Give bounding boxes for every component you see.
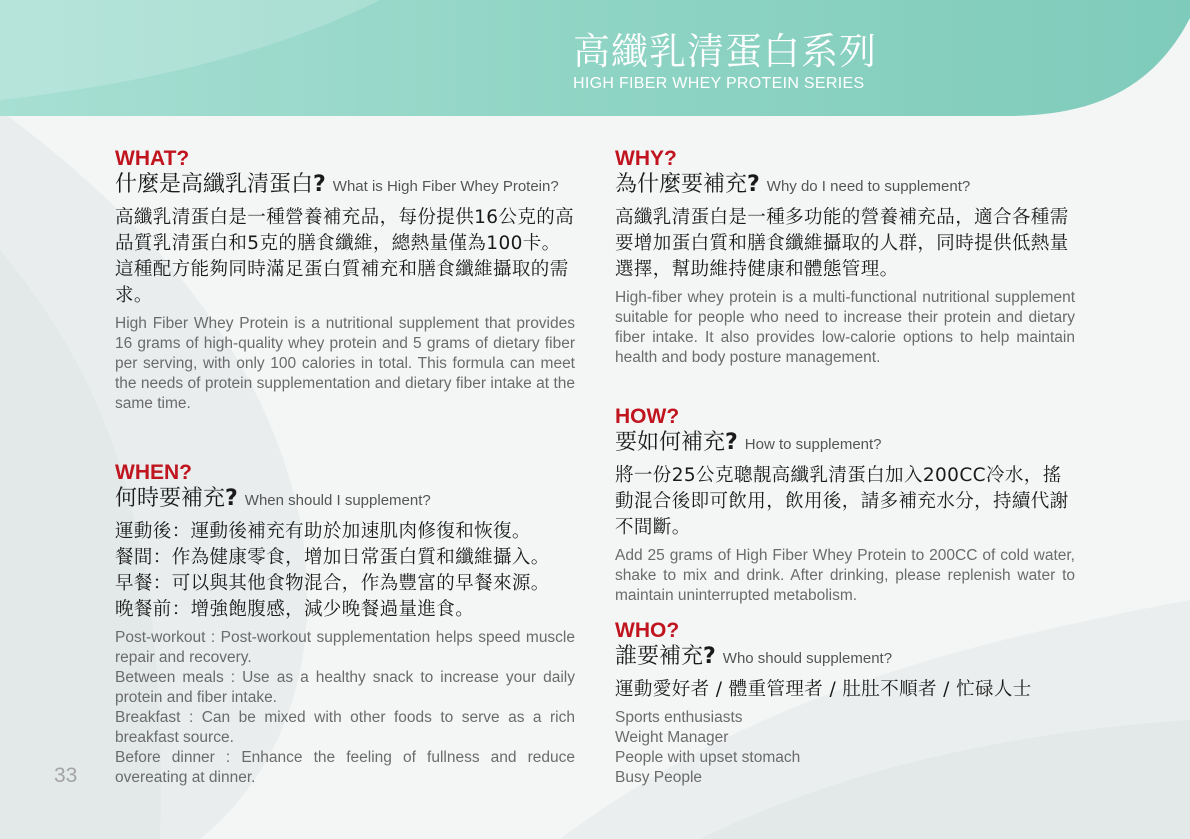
why-label: WHY? — [615, 147, 677, 170]
when-zh-line: 早餐：可以與其他食物混合，作為豐富的早餐來源。 — [115, 573, 550, 594]
what-question-mark: ? — [313, 172, 326, 197]
when-en-line: Breakfast : Can be mixed with other foods to serve as a rich breakfast source. — [115, 709, 575, 746]
why-question — [615, 171, 1075, 201]
who-question-mark: ? — [703, 644, 716, 669]
who-section — [615, 618, 1075, 788]
who-en-line: Busy People — [615, 769, 703, 786]
who-en-line: Weight Manager — [615, 729, 729, 746]
who-question-zh: 誰要補充 — [615, 644, 704, 669]
when-zh-line: 運動後：運動後補充有助於加速肌肉修復和恢復。 — [115, 521, 531, 542]
who-en-line: People with upset stomach — [615, 749, 801, 766]
who-question-en: Who should supplement? — [722, 650, 893, 667]
why-body-en: High-fiber whey protein is a multi-functional nutritional supplement suitable for people who need to increase their protein and dietary fiber intake. It also provides low-calorie options to help maintain health and body posture management. — [615, 289, 1075, 366]
who-en-line: Sports enthusiasts — [615, 709, 743, 726]
page-subtitle: HIGH FIBER WHEY PROTEIN SERIES — [573, 75, 865, 92]
what-section — [115, 146, 575, 414]
what-question-en: What is High Fiber Whey Protein? — [332, 178, 559, 195]
when-en-line: Between meals : Use as a healthy snack to increase your daily protein and fiber intake. — [115, 669, 575, 706]
how-body-en: Add 25 grams of High Fiber Whey Protein to 200CC of cold water, shake to mix and drink. After drinking, please replenish water to maintain uninterrupted metabolism. — [615, 547, 1075, 604]
how-body-zh: 將一份25公克聰靚高纖乳清蛋白加入200CC冷水，搖動混合後即可飲用，飲用後，請多補充水分，持續代謝不間斷。 — [615, 465, 1069, 538]
when-section — [115, 460, 575, 788]
how-section — [615, 404, 1075, 606]
what-question — [115, 171, 575, 201]
when-zh-line: 晚餐前：增強飽腹感，減少晚餐過量進食。 — [115, 599, 475, 620]
when-question-en: When should I supplement? — [244, 492, 431, 509]
how-label: HOW? — [615, 405, 680, 428]
when-question — [115, 485, 575, 515]
when-en-line: Before dinner : Enhance the feeling of fullness and reduce overeating at dinner. — [115, 749, 575, 786]
what-label: WHAT? — [115, 147, 190, 170]
how-question-en: How to supplement? — [744, 436, 882, 453]
why-section — [615, 146, 1075, 368]
page-number: 33 — [54, 764, 78, 787]
when-body-zh — [115, 519, 575, 623]
why-question-zh: 為什麼要補充 — [615, 172, 748, 197]
what-body-en: High Fiber Whey Protein is a nutritional supplement that provides 16 grams of high-quality whey protein and 5 grams of dietary fiber per serving, with only 100 calories in total. This formula can meet the needs of protein supplementation and dietary fiber intake at the same time. — [115, 315, 575, 412]
when-question-zh: 何時要補充 — [115, 486, 226, 511]
how-question — [615, 429, 1075, 459]
when-en-line: Post-workout : Post-workout supplementation helps speed muscle repair and recovery. — [115, 629, 575, 666]
how-question-zh: 要如何補充 — [615, 430, 726, 455]
when-body-en — [115, 628, 575, 788]
what-question-zh: 什麼是高纖乳清蛋白 — [115, 172, 314, 197]
what-body-zh: 高纖乳清蛋白是一種營養補充品，每份提供16公克的高品質乳清蛋白和5克的膳食纖維，總熱量僅為100卡。這種配方能夠同時滿足蛋白質補充和膳食纖維攝取的需求。 — [115, 207, 575, 306]
when-question-mark: ? — [225, 486, 238, 511]
why-question-mark: ? — [747, 172, 760, 197]
how-question-mark: ? — [725, 430, 738, 455]
who-label: WHO? — [615, 619, 680, 642]
when-zh-line: 餐間：作為健康零食，增加日常蛋白質和纖維攝入。 — [115, 547, 550, 568]
why-question-en: Why do I need to supplement? — [766, 178, 971, 195]
who-body-en — [615, 708, 1075, 788]
page-title: 高纖乳清蛋白系列 — [573, 30, 877, 73]
when-label: WHEN? — [115, 461, 192, 484]
who-body-zh: 運動愛好者 / 體重管理者 / 肚肚不順者 / 忙碌人士 — [615, 679, 1032, 700]
why-body-zh: 高纖乳清蛋白是一種多功能的營養補充品，適合各種需要增加蛋白質和膳食纖維攝取的人群，同時提供低熱量選擇，幫助維持健康和體態管理。 — [615, 207, 1069, 280]
who-question — [615, 643, 1075, 673]
